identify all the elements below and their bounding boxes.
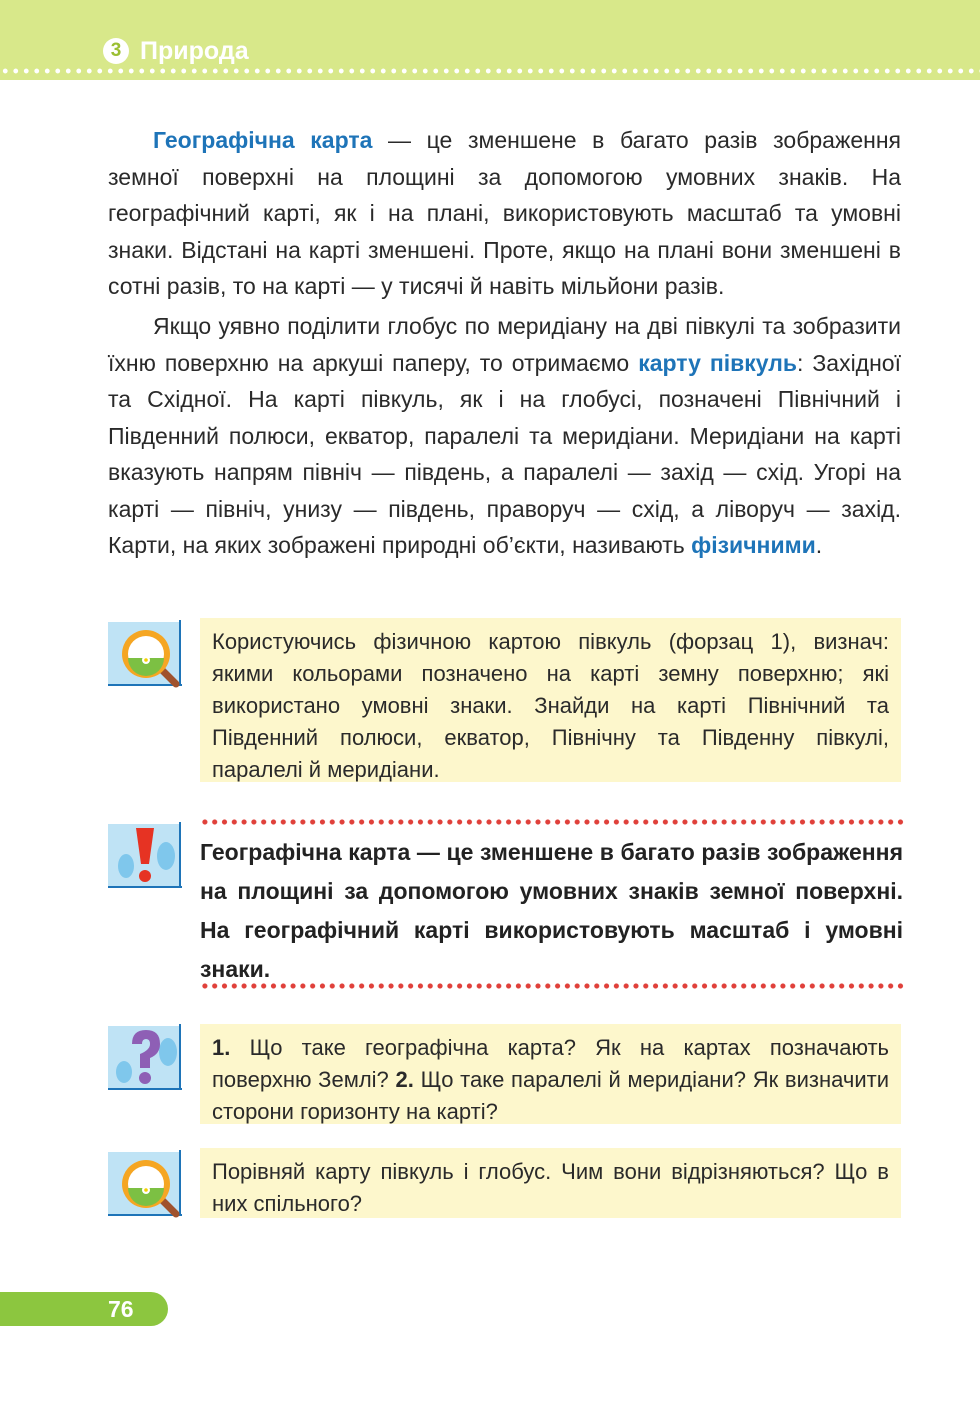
paragraph-hemispheres (108, 308, 901, 564)
question-number-2: 2. (395, 1067, 414, 1092)
paragraph-map-definition (108, 122, 901, 305)
task-box-physical-map (200, 618, 901, 782)
magnifier-icon (108, 618, 182, 688)
rule-definition: Географічна карта — це зменшене в багато разів зображення на площині за допомогою умовних знаків земної поверхні. На географічний карті використовують масштаб і умовні знаки. (200, 839, 903, 982)
page-number-tab (0, 1292, 168, 1326)
question-number-1: 1. (212, 1035, 231, 1060)
exclamation-icon (108, 820, 182, 890)
question-2: Що таке паралелі й меридіани? Як визначити сторони горизонту на карті? (212, 1067, 890, 1124)
task-box-compare (200, 1148, 901, 1218)
task-text: Порівняй карту півкуль і глобус. Чим вони відрізняються? Що в них спільного? (212, 1159, 889, 1216)
paragraph-text: : Західної та Східної. На карті півкуль, як і на глобусі, позначені Північний і Південний полюси, екватор, паралелі та меридіани. Меридіани на карті вказують напрям північ — південь, а паралелі — захід — схід. Угорі на карті — північ, унизу — південь, праворуч — схід, а ліворуч — захід. Карти, на яких зображені природні об’єкти, називають (108, 349, 901, 558)
task-text: Користуючись фізичною картою півкуль (форзац 1), визнач: якими кольорами позначено на карті земну поверхню; які використано умовні знаки. Знайди на карті Північний та Південний полюси, екватор, Північну та Південну півкулі, паралелі й меридіани. (212, 629, 889, 782)
questions-text (200, 1024, 901, 1134)
question-icon (108, 1022, 182, 1092)
paragraph-text: Якщо уявно поділити глобус по меридіану на дві півкулі та зобразити їхню поверхню на аркуші паперу, то отримаємо (108, 313, 901, 376)
question-1: Що таке географічна карта? Як на картах позначають поверхню Землі? (212, 1035, 889, 1092)
questions-box (200, 1024, 901, 1124)
header-dotted-line (0, 67, 980, 75)
page-number: 76 (108, 1296, 134, 1322)
term-physical: фізичними (691, 532, 816, 558)
chapter-number-badge: 3 (103, 38, 129, 64)
rule-top-dotted-line (200, 818, 904, 826)
paragraph-text: . (815, 532, 823, 558)
paragraph-text: — це зменшене в багато разів зображення земної поверхні на площині за допомогою умовних знаків. На географічний карті, як і на плані, використовують масштаб та умовні знаки. Відстані на карті зменшені. Проте, якщо на плані вони зменшені в сотні разів, то на карті — у тисячі й навіть мільйони разів. (108, 127, 901, 299)
rule-bottom-dotted-line (200, 982, 904, 990)
term-geographic-map: Географічна карта (153, 127, 373, 153)
magnifier-icon (108, 1148, 182, 1218)
term-hemisphere-map: карту півкуль (638, 349, 798, 376)
chapter-title: Природа (140, 37, 249, 65)
